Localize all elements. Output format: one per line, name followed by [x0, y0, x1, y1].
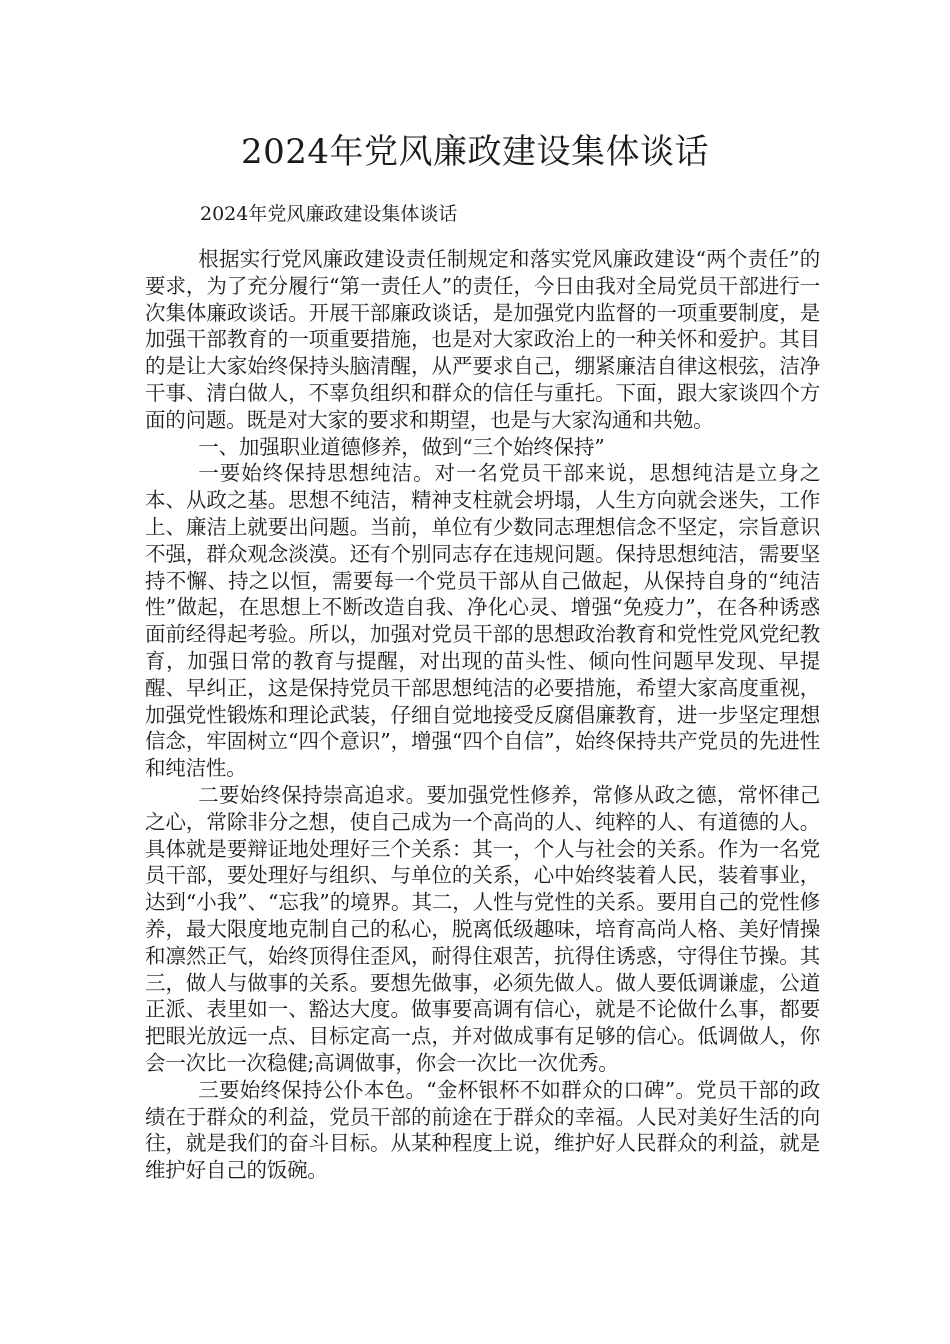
document-subtitle: 2024年党风廉政建设集体谈话: [200, 203, 458, 225]
paragraph-point-2: 二要始终保持崇高追求。要加强党性修养，常修从政之德，常怀律己之心，常除非分之想，使自己成为一个高尚的人、纯粹的人、有道德的人。具体就是要辩证地处理好三个关系：其一，个人与社会的关系。作为一名党员干部，要处理好与组织、与单位的关系，心中始终装着人民，装着事业，达到“小我”、“忘我”的境界。其二，人性与党性的关系。要用自己的党性修养，最大限度地克制自己的私心，脱离低级趣味，培育高尚人格、美好情操和凛然正气，始终顶得住歪风，耐得住艰苦，抗得住诱惑，守得住节操。其三，做人与做事的关系。要想先做事，必须先做人。做人要低调谦虚，公道正派、表里如一、豁达大度。做事要高调有信心，就是不论做什么事，都要把眼光放远一点、目标定高一点，并对做成事有足够的信心。低调做人，你会一次比一次稳健;高调做事，你会一次比一次优秀。: [145, 782, 820, 1075]
paragraph-point-3: 三要始终保持公仆本色。“金杯银杯不如群众的口碑”。党员干部的政绩在于群众的利益，党员干部的前途在于群众的幸福。人民对美好生活的向往，就是我们的奋斗目标。从某种程度上说，维护好人民群众的利益，就是维护好自己的饭碗。: [145, 1077, 820, 1183]
document-body: [145, 246, 820, 1184]
section-heading-1: 一、加强职业道德修养，做到“三个始终保持”: [198, 434, 605, 459]
paragraph-intro: 根据实行党风廉政建设责任制规定和落实党风廉政建设“两个责任”的要求，为了充分履行“第一责任人”的责任，今日由我对全局党员干部进行一次集体廉政谈话。开展干部廉政谈话，是加强党内监督的一项重要制度，是加强干部教育的一项重要措施，也是对大家政治上的一种关怀和爱护。其目的是让大家始终保持头脑清醒，从严要求自己，绷紧廉洁自律这根弦，洁净干事、清白做人，不辜负组织和群众的信任与重托。下面，跟大家谈四个方面的问题。既是对大家的要求和期望，也是与大家沟通和共勉。: [145, 247, 820, 432]
document-title: 2024年党风廉政建设集体谈话: [240, 132, 710, 172]
paragraph-point-1: 一要始终保持思想纯洁。对一名党员干部来说，思想纯洁是立身之本、从政之基。思想不纯洁，精神支柱就会坍塌，人生方向就会迷失，工作上、廉洁上就要出问题。当前，单位有少数同志理想信念不坚定，宗旨意识不强，群众观念淡漠。还有个别同志存在违规问题。保持思想纯洁，需要坚持不懈、持之以恒，需要每一个党员干部从自己做起，从保持自身的“纯洁性”做起，在思想上不断改造自我、净化心灵、增强“免疫力”，在各种诱惑面前经得起考验。所以，加强对党员干部的思想政治教育和党性党风党纪教育，加强日常的教育与提醒，对出现的苗头性、倾向性问题早发现、早提醒、早纠正，这是保持党员干部思想纯洁的必要措施，希望大家高度重视，加强党性锻炼和理论武装，仔细自觉地接受反腐倡廉教育，进一步坚定理想信念，牢固树立“四个意识”，增强“四个自信”，始终保持共产党员的先进性和纯洁性。: [145, 461, 820, 781]
